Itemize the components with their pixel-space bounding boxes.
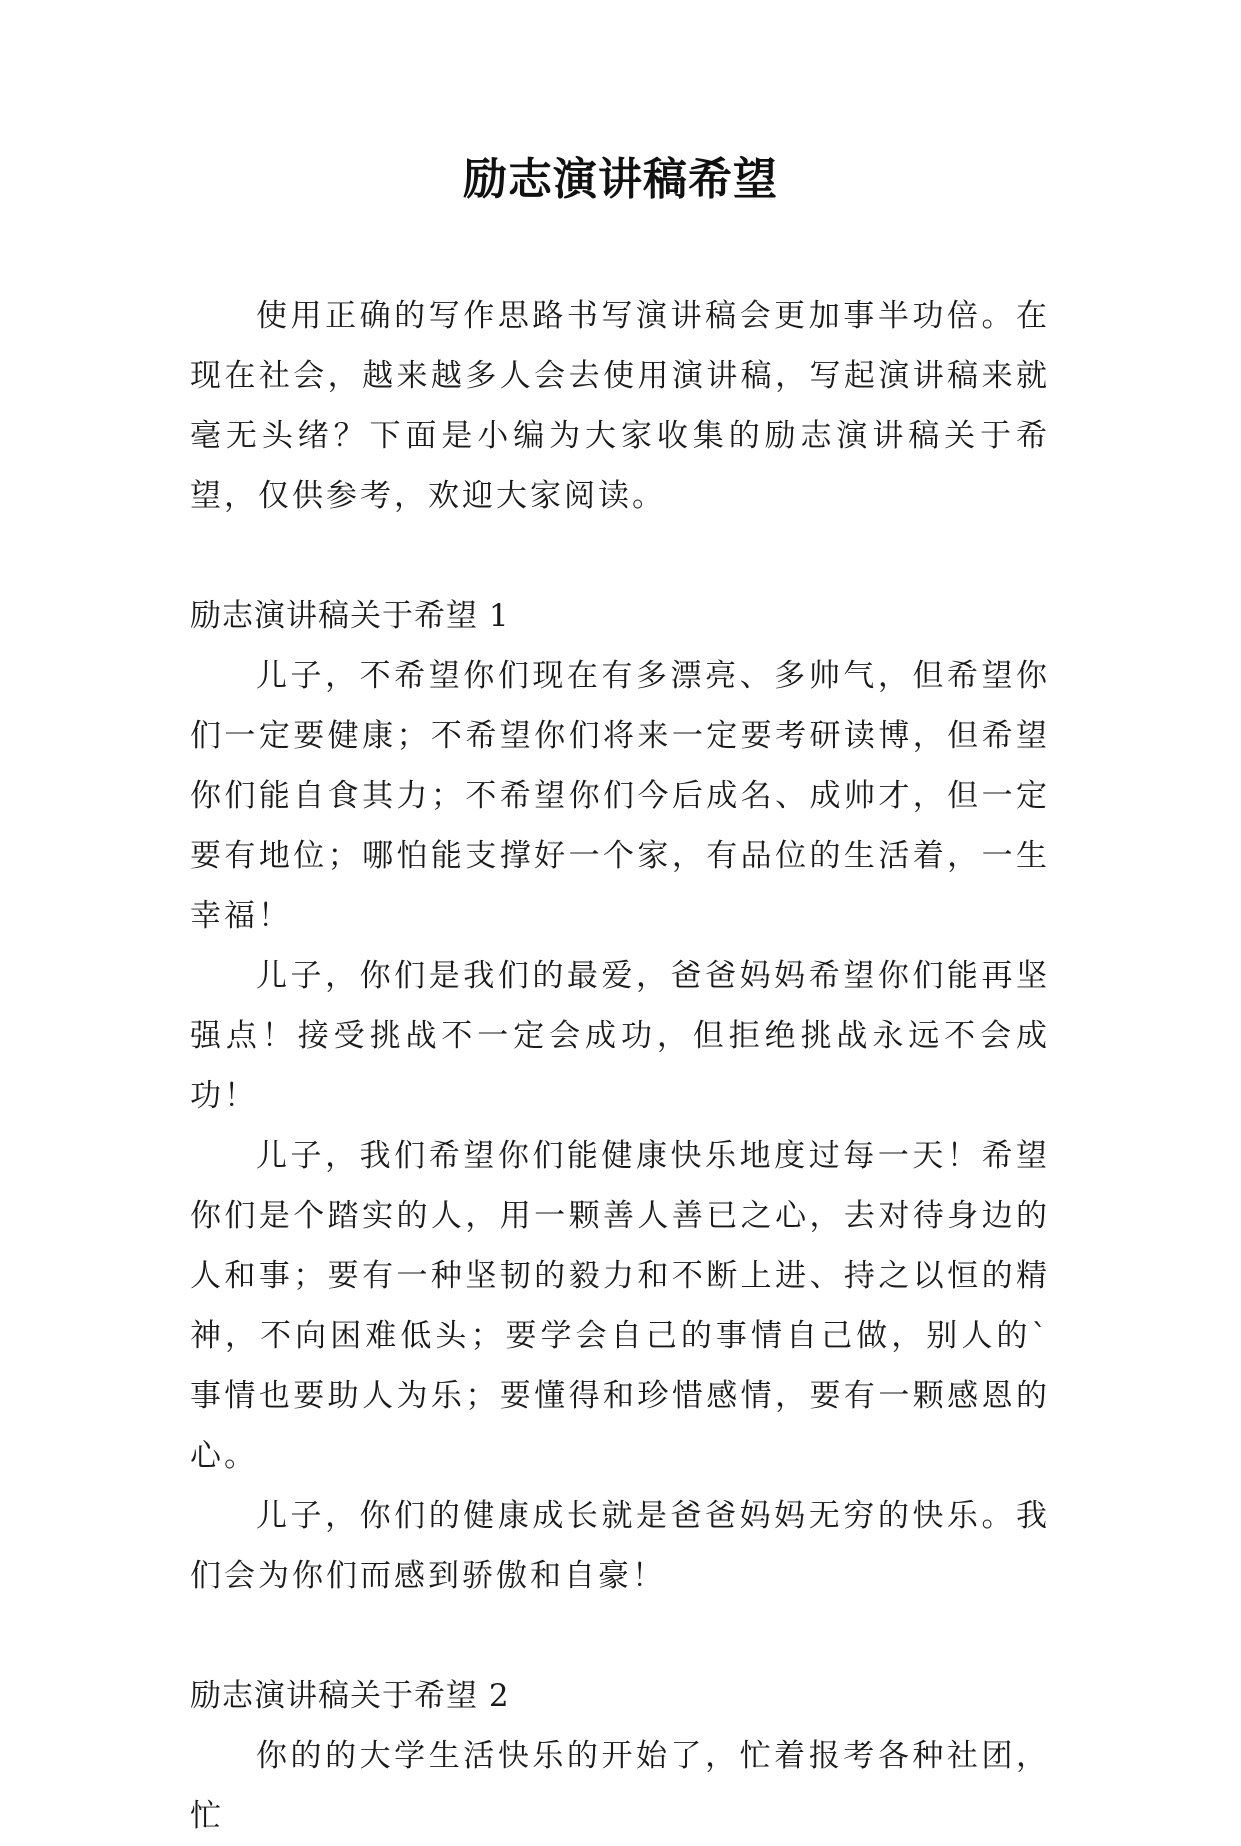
section-spacer bbox=[190, 1606, 1050, 1666]
intro-paragraph: 使用正确的写作思路书写演讲稿会更加事半功倍。在现在社会，越来越多人会去使用演讲稿，写起演讲稿来就毫无头绪？下面是小编为大家收集的励志演讲稿关于希望，仅供参考，欢迎大家阅读。 bbox=[190, 298, 1050, 514]
body-paragraph: 你的的大学生活快乐的开始了，忙着报考各种社团，忙 bbox=[190, 1738, 1050, 1834]
document-body bbox=[190, 286, 1050, 1846]
document-title: 励志演讲稿希望 bbox=[463, 154, 778, 205]
body-paragraph: 儿子，不希望你们现在有多漂亮、多帅气，但希望你们一定要健康；不希望你们将来一定要考研读博，但希望你们能自食其力；不希望你们今后成名、成帅才，但一定要有地位；哪怕能支撑好一个家，有品位的生活着，一生幸福！ bbox=[190, 658, 1050, 934]
section-spacer bbox=[190, 526, 1050, 586]
section-2 bbox=[190, 1666, 1050, 1846]
body-paragraph: 儿子，我们希望你们能健康快乐地度过每一天！希望你们是个踏实的人，用一颗善人善已之心，去对待身边的人和事；要有一种坚韧的毅力和不断上进、持之以恒的精神，不向困难低头；要学会自己的事情自己做，别人的`事情也要助人为乐；要懂得和珍惜感情，要有一颗感恩的心。 bbox=[190, 1138, 1050, 1474]
section-1 bbox=[190, 586, 1050, 1606]
body-paragraph: 儿子，你们是我们的最爱，爸爸妈妈希望你们能再坚强点！接受挑战不一定会成功，但拒绝挑战永远不会成功！ bbox=[190, 958, 1050, 1114]
section-heading: 励志演讲稿关于希望 1 bbox=[190, 598, 510, 634]
section-heading: 励志演讲稿关于希望 2 bbox=[190, 1678, 510, 1714]
body-paragraph: 儿子，你们的健康成长就是爸爸妈妈无穷的快乐。我们会为你们而感到骄傲和自豪！ bbox=[190, 1498, 1050, 1594]
